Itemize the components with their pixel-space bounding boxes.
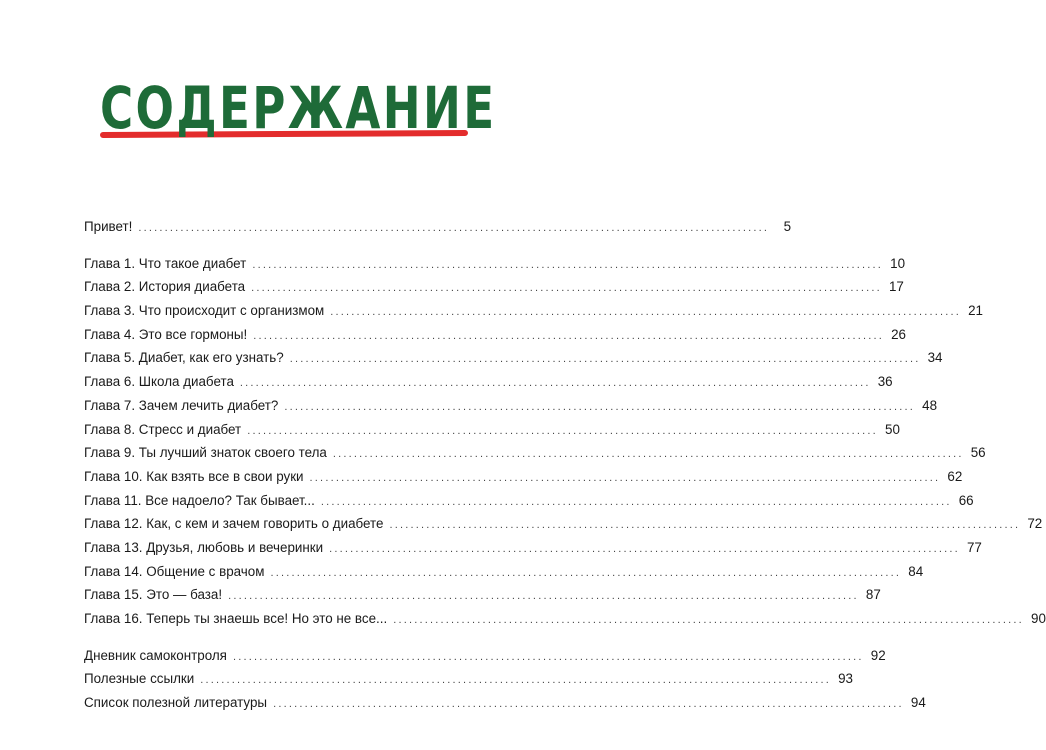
toc-entry[interactable] xyxy=(84,323,907,347)
toc-entry-page-number: 77 xyxy=(966,539,982,555)
toc-entry-title: Список полезной литературы xyxy=(84,695,268,711)
toc-section-appendix xyxy=(84,644,926,715)
toc-entry-title: Глава 1. Что такое диабет xyxy=(84,255,247,271)
toc-entry-page-number: 62 xyxy=(947,468,963,484)
toc-entry-page-number: 72 xyxy=(1027,516,1043,532)
toc-entry-title: Глава 11. Все надоело? Так бывает... xyxy=(84,492,315,508)
toc-entry-page-number: 36 xyxy=(877,374,893,390)
toc-entry-title: Дневник самоконтроля xyxy=(84,647,227,663)
toc-entry-title: Глава 5. Диабет, как его узнать? xyxy=(84,350,284,366)
toc-entry-page-number: 50 xyxy=(885,421,900,437)
toc-entry-title: Глава 12. Как, с кем и зачем говорить о диабете xyxy=(84,516,384,532)
toc-entry[interactable] xyxy=(84,560,924,584)
toc-entry-title: Глава 4. Это все гормоны! xyxy=(84,326,248,342)
toc-entry[interactable] xyxy=(84,607,1046,631)
toc-dot-leader: ........................................................................................................................ xyxy=(332,448,964,461)
toc-entry-title: Глава 2. История диабета xyxy=(84,279,246,295)
toc-entry-title: Глава 13. Друзья, любовь и вечеринки xyxy=(84,539,324,555)
toc-dot-leader: ........................................................................................................................ xyxy=(232,650,864,663)
toc-entry[interactable] xyxy=(84,215,792,239)
title-block xyxy=(96,70,497,160)
toc-dot-leader: ........................................................................................................................ xyxy=(247,424,878,437)
toc-entry[interactable] xyxy=(84,691,926,715)
toc-dot-leader: ........................................................................................................................ xyxy=(329,542,960,555)
toc-dot-leader: ........................................................................................................................ xyxy=(289,353,921,366)
toc-entry[interactable] xyxy=(84,512,1043,536)
toc-entry-page-number: 34 xyxy=(927,350,943,366)
toc-entry-page-number: 5 xyxy=(783,219,792,234)
toc-dot-leader: ........................................................................................................................ xyxy=(239,377,871,390)
toc-entry-title: Глава 9. Ты лучший знаток своего тела xyxy=(84,445,327,461)
toc-entry-page-number: 17 xyxy=(888,279,904,295)
toc-entry-page-number: 87 xyxy=(865,587,881,603)
toc-section-intro xyxy=(84,215,792,239)
toc-entry-page-number: 66 xyxy=(958,492,974,508)
toc-entry-title: Глава 16. Теперь ты знаешь все! Но это не все... xyxy=(84,611,388,626)
toc-entry-page-number: 48 xyxy=(922,397,938,413)
toc-dot-leader: ........................................................................................................................ xyxy=(330,306,961,319)
toc-entry-page-number: 21 xyxy=(968,303,983,319)
toc-entry[interactable] xyxy=(84,299,983,323)
toc-entry[interactable] xyxy=(84,346,943,370)
toc-entry-page-number: 56 xyxy=(970,445,986,461)
toc-entry[interactable] xyxy=(84,667,853,691)
toc-entry[interactable] xyxy=(84,583,881,607)
toc-entry-title: Глава 6. Школа диабета xyxy=(84,374,234,390)
toc-entry-title: Глава 15. Это — база! xyxy=(84,587,223,603)
toc-dot-leader: ........................................................................................................................ xyxy=(284,400,916,413)
toc-dot-leader: ........................................................................................................................ xyxy=(273,698,904,711)
toc-entry-title: Глава 7. Зачем лечить диабет? xyxy=(84,397,279,413)
toc-entry-page-number: 10 xyxy=(890,255,906,271)
toc-entry[interactable] xyxy=(84,489,974,513)
toc-entry-page-number: 26 xyxy=(891,326,907,342)
toc-entry[interactable] xyxy=(84,644,886,668)
toc-entry-title: Привет! xyxy=(84,219,133,234)
toc-entry-page-number: 92 xyxy=(870,647,886,663)
toc-section-chapters xyxy=(84,252,1046,631)
toc-dot-leader: ........................................................................................................................ xyxy=(228,590,859,603)
toc-entry-page-number: 90 xyxy=(1031,611,1046,626)
toc-entry[interactable] xyxy=(84,536,982,560)
toc-entry-title: Глава 8. Стресс и диабет xyxy=(84,421,242,437)
toc-entry[interactable] xyxy=(84,418,900,442)
toc-entry[interactable] xyxy=(84,252,906,276)
toc-entry-page-number: 84 xyxy=(908,563,924,579)
toc-dot-leader: ........................................................................................................................ xyxy=(309,471,941,484)
toc-entry-title: Глава 3. Что происходит с организмом xyxy=(84,303,325,319)
toc-dot-leader: ........................................................................................................................ xyxy=(393,614,1024,626)
page-title: СОДЕРЖАНИЕ xyxy=(100,74,497,142)
toc-dot-leader: ........................................................................................................................ xyxy=(270,566,902,579)
toc-dot-leader: ........................................................................................................................ xyxy=(251,282,882,295)
toc-entry[interactable] xyxy=(84,275,904,299)
toc-entry-title: Глава 14. Общение с врачом xyxy=(84,563,265,579)
toc-entry[interactable] xyxy=(84,370,893,394)
toc-dot-leader: ........................................................................................................................ xyxy=(200,674,831,687)
toc-dot-leader: ........................................................................................................................ xyxy=(252,258,884,271)
toc-entry-page-number: 93 xyxy=(838,671,853,687)
toc-dot-leader: ........................................................................................................................ xyxy=(320,495,952,508)
toc-entry-title: Глава 10. Как взять все в свои руки xyxy=(84,468,304,484)
table-of-contents xyxy=(84,215,1046,715)
toc-entry-page-number: 94 xyxy=(910,695,926,711)
toc-dot-leader: ........................................................................................................................ xyxy=(389,519,1021,532)
toc-entry[interactable] xyxy=(84,394,938,418)
toc-dot-leader: ........................................................................................................................ xyxy=(138,222,770,234)
toc-entry[interactable] xyxy=(84,441,986,465)
toc-entry[interactable] xyxy=(84,465,963,489)
toc-entry-title: Полезные ссылки xyxy=(84,671,195,687)
toc-dot-leader: ........................................................................................................................ xyxy=(253,329,885,342)
